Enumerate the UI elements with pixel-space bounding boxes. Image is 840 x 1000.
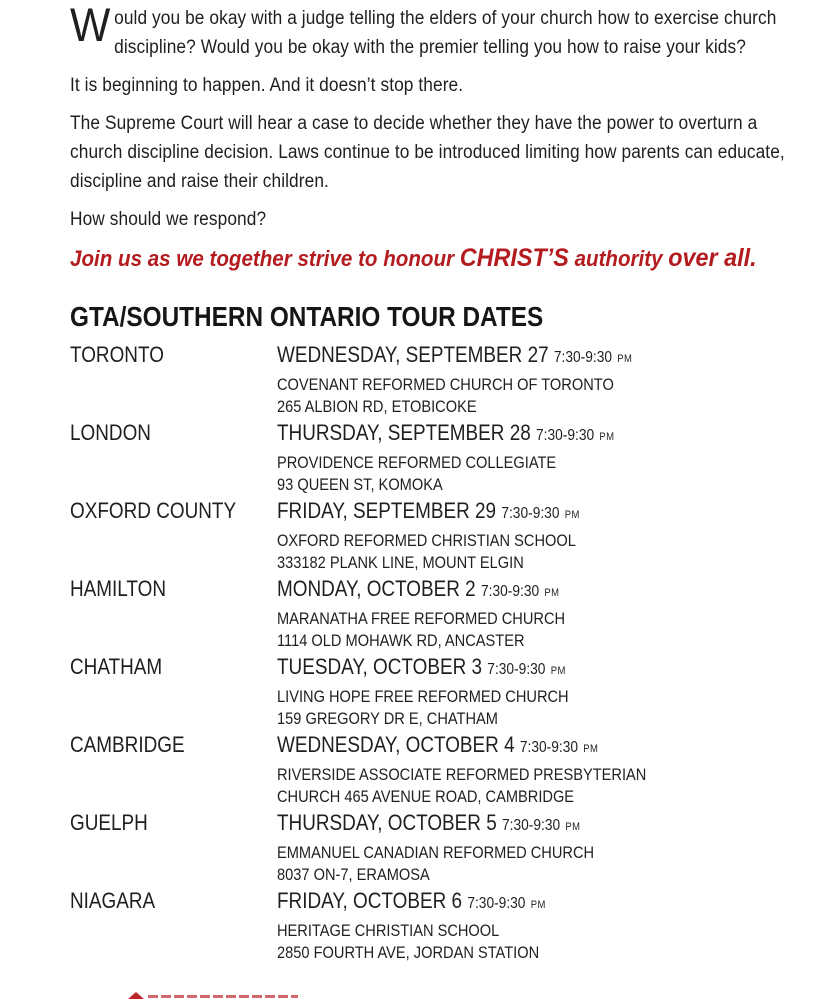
event-venue: OXFORD REFORMED CHRISTIAN SCHOOL: [277, 531, 576, 550]
event-date-line: [277, 574, 735, 608]
event-venue: HERITAGE CHRISTIAN SCHOOL: [277, 921, 500, 940]
event-city: CHATHAM: [70, 654, 163, 679]
intro-paragraph: [70, 0, 798, 62]
event-pm: PM: [550, 665, 566, 677]
event-date: MONDAY, OCTOBER 2: [277, 576, 476, 601]
event-date: FRIDAY, OCTOBER 6: [277, 888, 463, 913]
event-address: 333182 PLANK LINE, MOUNT ELGIN: [277, 553, 524, 572]
event-address: 159 GREGORY DR E, CHATHAM: [277, 709, 498, 728]
tour-event: [70, 340, 810, 418]
event-info: [277, 418, 735, 496]
event-date-line: [277, 652, 735, 686]
event-pm: PM: [599, 431, 615, 443]
event-city: GUELPH: [70, 810, 148, 835]
event-date-line: [277, 496, 735, 530]
church-roof-icon: [128, 992, 144, 999]
event-time: 7:30-9:30: [501, 505, 560, 522]
event-venue: RIVERSIDE ASSOCIATE REFORMED PRESBYTERIAN: [277, 765, 647, 784]
tour-event: [70, 496, 810, 574]
event-info: [277, 886, 735, 964]
cta-christ: CHRIST’S: [459, 244, 569, 272]
event-venue: COVENANT REFORMED CHURCH OF TORONTO: [277, 375, 614, 394]
event-time: 7:30-9:30: [519, 739, 579, 756]
footer-fine-print: [148, 995, 298, 998]
tour-event: [70, 808, 810, 886]
event-address: 8037 ON-7, ERAMOSA: [277, 865, 430, 884]
tour-event: [70, 652, 810, 730]
event-date: TUESDAY, OCTOBER 3: [277, 654, 483, 679]
paragraph-beginning: It is beginning to happen. And it doesn’t stop there.: [70, 75, 464, 96]
event-time: 7:30-9:30: [553, 349, 613, 366]
event-date-line: [277, 886, 735, 920]
event-address: 93 QUEEN ST, KOMOKA: [277, 475, 443, 494]
event-info: [277, 808, 735, 886]
event-city: CAMBRIDGE: [70, 732, 185, 757]
event-city: LONDON: [70, 420, 151, 445]
event-city: NIAGARA: [70, 888, 156, 913]
drop-cap: W: [70, 0, 111, 51]
event-date-line: [277, 730, 735, 764]
event-address: CHURCH 465 AVENUE ROAD, CAMBRIDGE: [277, 787, 575, 806]
event-time: 7:30-9:30: [480, 583, 540, 600]
intro-text: ould you be okay with a judge telling the elders of your church how to exercise church discipline? Would you be okay with the premier telling you how to raise your kids?: [114, 8, 777, 58]
event-venue: LIVING HOPE FREE REFORMED CHURCH: [277, 687, 569, 706]
event-time: 7:30-9:30: [487, 661, 546, 678]
event-pm: PM: [564, 509, 580, 521]
tour-event: [70, 418, 810, 496]
event-venue: MARANATHA FREE REFORMED CHURCH: [277, 609, 566, 628]
event-date-line: [277, 340, 735, 374]
tour-heading: GTA/SOUTHERN ONTARIO TOUR DATES: [70, 301, 544, 332]
cta-part-1: Join us as we together strive to honour: [70, 246, 460, 271]
event-info: [277, 340, 735, 418]
event-city: TORONTO: [70, 342, 164, 367]
event-address: 265 ALBION RD, ETOBICOKE: [277, 397, 477, 416]
paragraph-respond: How should we respond?: [70, 209, 267, 230]
event-date-line: [277, 808, 735, 842]
event-address: 1114 OLD MOHAWK RD, ANCASTER: [277, 631, 525, 650]
event-date: WEDNESDAY, SEPTEMBER 27: [277, 342, 549, 367]
event-time: 7:30-9:30: [467, 895, 526, 912]
event-city: HAMILTON: [70, 576, 167, 601]
event-date-line: [277, 418, 735, 452]
call-to-action: [70, 243, 762, 274]
event-time: 7:30-9:30: [536, 427, 595, 444]
event-pm: PM: [583, 743, 599, 755]
event-info: [277, 730, 735, 808]
flyer-page: [70, 0, 810, 964]
event-city: OXFORD COUNTY: [70, 498, 237, 523]
cta-part-2: authority: [568, 246, 669, 271]
tour-event: [70, 886, 810, 964]
event-info: [277, 496, 735, 574]
event-pm: PM: [565, 821, 581, 833]
event-address: 2850 FOURTH AVE, JORDAN STATION: [277, 943, 540, 962]
event-info: [277, 574, 735, 652]
event-info: [277, 652, 735, 730]
event-pm: PM: [530, 899, 546, 911]
event-venue: PROVIDENCE REFORMED COLLEGIATE: [277, 453, 557, 472]
event-date: THURSDAY, SEPTEMBER 28: [277, 420, 531, 445]
tour-event: [70, 574, 810, 652]
event-date: WEDNESDAY, OCTOBER 4: [277, 732, 515, 757]
footer-logo: [128, 992, 298, 1000]
event-date: FRIDAY, SEPTEMBER 29: [277, 498, 497, 523]
event-time: 7:30-9:30: [502, 817, 561, 834]
event-date: THURSDAY, OCTOBER 5: [277, 810, 497, 835]
cta-part-3: over all.: [668, 244, 757, 272]
event-venue: EMMANUEL CANADIAN REFORMED CHURCH: [277, 843, 595, 862]
event-pm: PM: [617, 353, 633, 365]
tour-event: [70, 730, 810, 808]
tour-dates-list: [70, 340, 810, 964]
event-pm: PM: [544, 587, 560, 599]
paragraph-supreme-court: The Supreme Court will hear a case to decide whether they have the power to overturn a church discipline decision. Laws continue to be introduced limiting how parents can educate, discipline and raise their children.: [70, 113, 785, 192]
